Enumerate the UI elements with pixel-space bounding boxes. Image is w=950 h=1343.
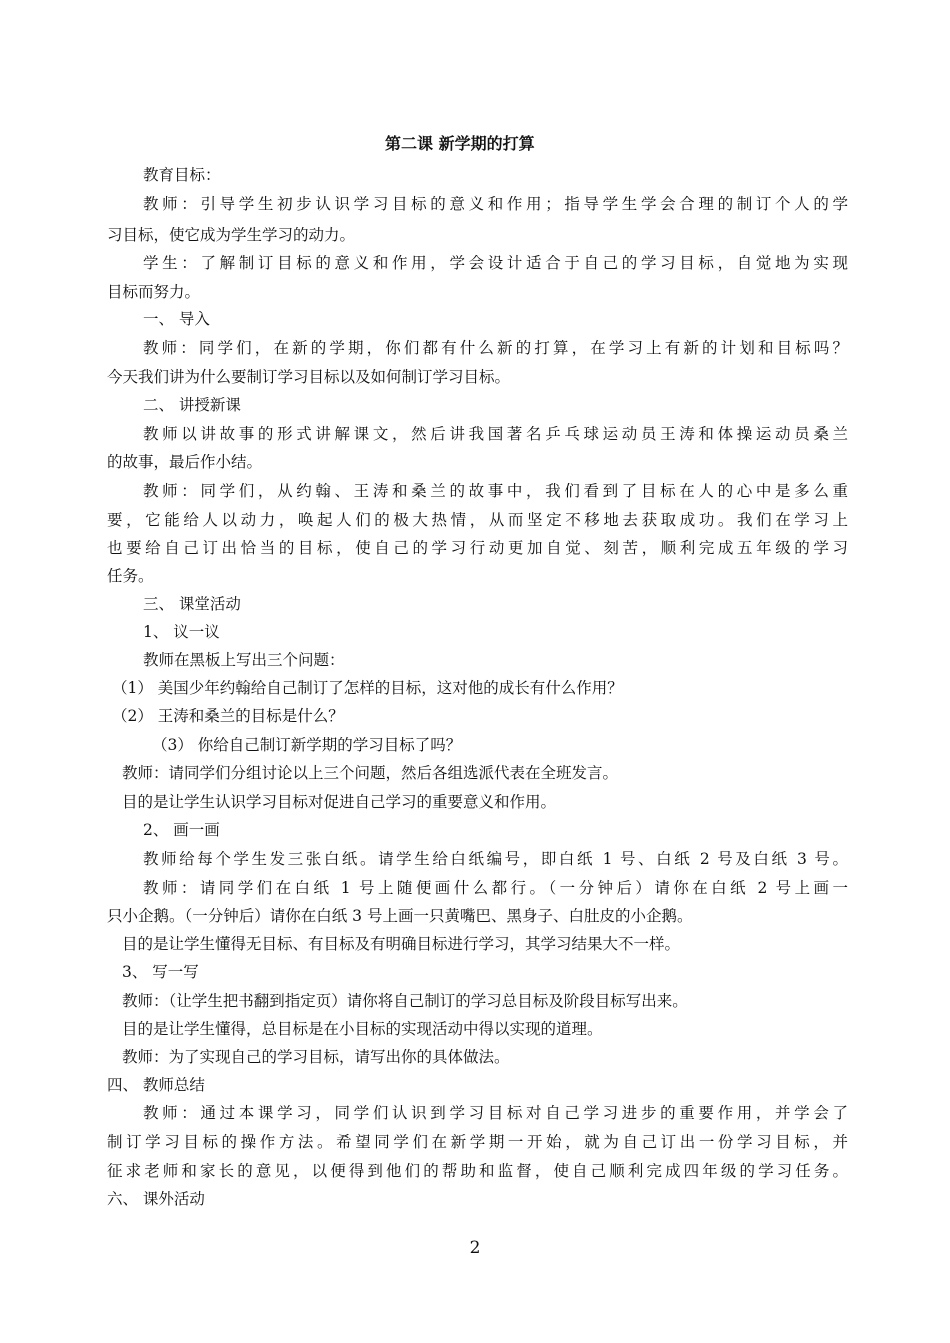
page-number: 2: [469, 1238, 481, 1258]
text-line: 教师以讲故事的形式讲解课文，然后讲我国著名乒乓球运动员王涛和体操运动员桑兰: [143, 425, 848, 443]
list-item: （2） 王涛和桑兰的目标是什么？: [112, 707, 344, 725]
text-line: 教师给每个学生发三张白纸。请学生给白纸编号，即白纸 1 号、白纸 2 号及白纸 3 号。: [143, 850, 848, 868]
text-line: 今天我们讲为什么要制订学习目标以及如何制订学习目标。: [107, 368, 511, 386]
subsection-heading: 1、 议一议: [143, 623, 220, 641]
list-item: （3） 你给自己制订新学期的学习目标了吗？: [152, 736, 462, 754]
text-line: 教育目标：: [143, 166, 221, 184]
text-line: 教师：（让学生把书翻到指定页）请你将自己制订的学习总目标及阶段目标写出来。: [122, 992, 688, 1010]
text-line: 教师：同学们，从约翰、王涛和桑兰的故事中，我们看到了目标在人的心中是多么重: [143, 482, 848, 500]
text-line: 只小企鹅。（一分钟后）请你在白纸 3 号上画一只黄嘴巴、黑身子、白肚皮的小企鹅。: [107, 907, 693, 925]
text-line: 征求老师和家长的意见，以便得到他们的帮助和监督，使自己顺利完成四年级的学习任务。: [107, 1162, 848, 1180]
text-line: 教师：请同学们分组讨论以上三个问题，然后各组选派代表在全班发言。: [122, 764, 619, 782]
section-heading: 一、 导入: [143, 310, 210, 328]
section-heading: 三、 课堂活动: [143, 595, 241, 613]
text-line: 习目标，使它成为学生学习的动力。: [107, 226, 356, 244]
text-line: 教师：请同学们在白纸 1 号上随便画什么都行。（一分钟后）请你在白纸 2 号上画一: [143, 879, 848, 897]
text-line: 任务。: [107, 567, 154, 585]
text-line: 教师在黑板上写出三个问题：: [143, 651, 345, 669]
section-heading: 六、 课外活动: [107, 1190, 205, 1208]
text-line: 目的是让学生认识学习目标对促进自己学习的重要意义和作用。: [122, 793, 557, 811]
subsection-heading: 2、 画一画: [143, 821, 220, 839]
section-heading: 二、 讲授新课: [143, 396, 241, 414]
text-line: 要，它能给人以动力，唤起人们的极大热情，从而坚定不移地去获取成功。我们在学习上: [107, 511, 848, 529]
list-item: （1） 美国少年约翰给自己制订了怎样的目标，这对他的成长有什么作用？: [112, 679, 623, 697]
text-line: 教师：同学们，在新的学期，你们都有什么新的打算，在学习上有新的计划和目标吗？: [143, 339, 848, 357]
text-line: 制订学习目标的操作方法。希望同学们在新学期一开始，就为自己订出一份学习目标，并: [107, 1133, 848, 1151]
subsection-heading: 3、 写一写: [122, 963, 199, 981]
text-line: 目标而努力。: [107, 283, 201, 301]
text-line: 目的是让学生懂得，总目标是在小目标的实现活动中得以实现的道理。: [122, 1020, 603, 1038]
text-line: 教师：为了实现自己的学习目标，请写出你的具体做法。: [122, 1048, 510, 1066]
lesson-title: 第二课 新学期的打算: [385, 134, 535, 153]
text-line: 也要给自己订出恰当的目标，使自己的学习行动更加自觉、刻苦，顺利完成五年级的学习: [107, 539, 848, 557]
text-line: 的故事，最后作小结。: [107, 453, 263, 471]
text-line: 目的是让学生懂得无目标、有目标及有明确目标进行学习，其学习结果大不一样。: [122, 935, 681, 953]
text-line: 教师：引导学生初步认识学习目标的意义和作用；指导学生学会合理的制订个人的学: [143, 195, 848, 213]
text-line: 教师：通过本课学习，同学们认识到学习目标对自己学习进步的重要作用，并学会了: [143, 1104, 848, 1122]
text-line: 学生：了解制订目标的意义和作用，学会设计适合于自己的学习目标，自觉地为实现: [143, 254, 848, 272]
section-heading: 四、 教师总结: [107, 1076, 205, 1094]
